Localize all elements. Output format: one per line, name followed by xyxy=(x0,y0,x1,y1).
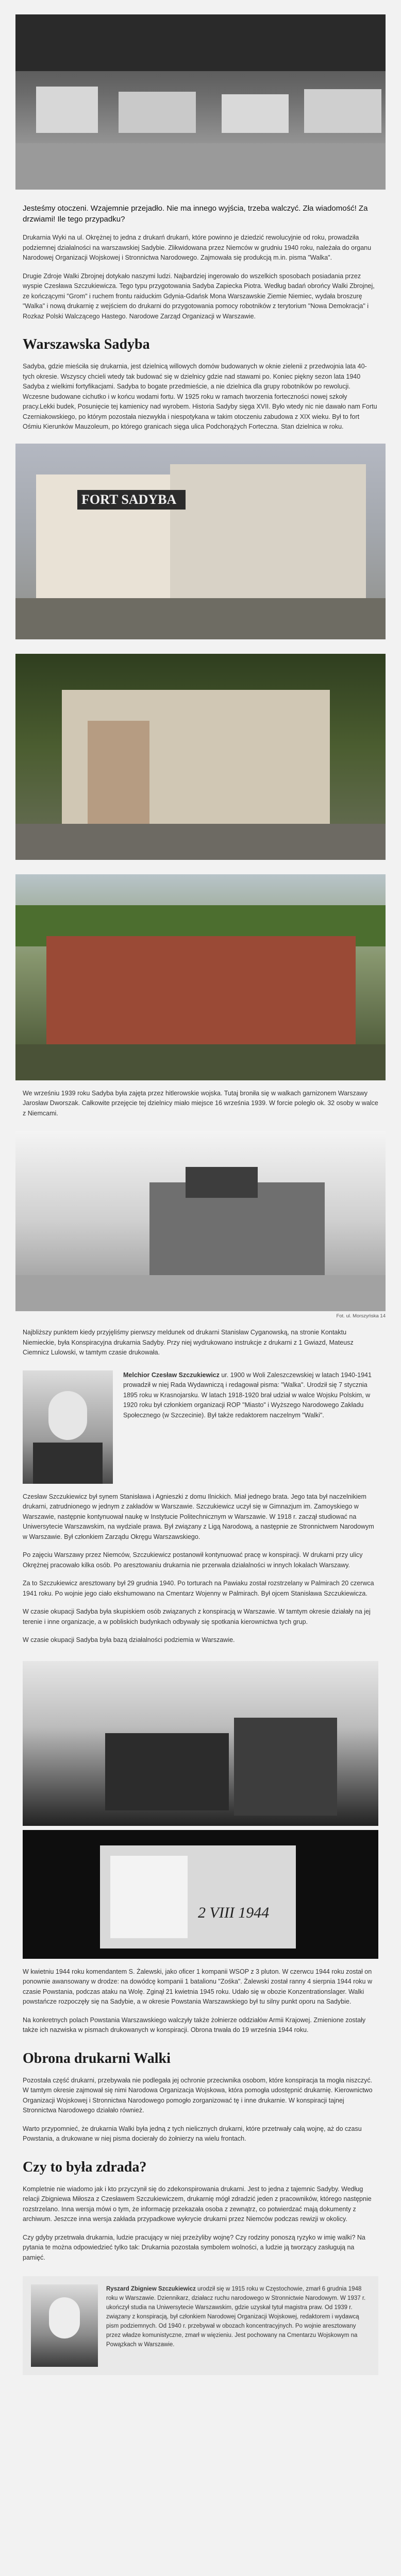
paragraph: Kompletnie nie wiadomo jak i kto przyczynił się do zdekonspirowania drukarni. Jest to jedna z tajemnic Sadyby. Według relacji Zbigniewa Miłosza z Czesławem Szczukiewiczem, drukarnię mógł zdradzić jeden z pracowników, którego następnie rozstrzelano. Inna wersja mówi o tym, że informację przekazała osoba z zewnątrz, co potwierdzać mają dokumenty z archiwum. Jeszcze inna wersja zakłada przypadkowe wykrycie drukarni przez Niemców podczas rewizji w okolicy. xyxy=(23,2185,372,2223)
article-lead: Jesteśmy otoczeni. Wzajemnie przejadło. Nie ma innego wyjścia, trzeba walczyć. Zła wiadomość! Za drzwiami! Ile tego przypadku? xyxy=(23,204,368,224)
section-heading-sadyba: Warszawska Sadyba xyxy=(23,336,150,352)
bio-photo xyxy=(31,2284,98,2367)
paragraph: W kwietniu 1944 roku komendantem S. Żalewski, jako oficer 1 kompanii WSOP z 3 pluton. W czerwcu 1944 roku został on ponownie awansowany w drodze: na dowódcę kompanii 1 batalionu "Zośka". Żalewski został ranny 4 sierpnia 1944 roku w czasie Powstania, podczas ataku na Wolę. Zginął 21 kwietnia 1945 roku. Udało się w obozie Konzentrationslager. Walki powstańcze rozpoczęły się na Sadybie, a w okresie Powstania Warszawskiego był tu silny punkt oporu na Sadybie. xyxy=(23,1968,373,2005)
historic-photo xyxy=(15,1131,386,1311)
paragraph: Czesław Szczukiewicz był synem Stanisława i Agnieszki z domu Ilnickich. Miał jednego brata. Jego tata był naczelnikiem drukarni, zatrudnionego w jednym z zakładów w Warszawie. Szczukiewicz uczył się w Gimnazjum im. Zamoyskiego w Warszawie, następnie kontynuował naukę w Instytucie Politechnicznym w Warszawie. W 1918 r. zaczął studiować na Uniwersytecie Warszawskim, na wydziale prawa. Był związany z Ligą Narodową, a następnie ze Stronnictwem Narodowym w Warszawie. Był członkiem Zarządu Okręgu Warszawskiego. xyxy=(23,1493,374,1540)
house-photo xyxy=(15,654,386,860)
paragraph: Po zajęciu Warszawy przez Niemców, Szczukiewicz postanowił kontynuować pracę w konspiracji. W drukarni przy ulicy Okrężnej pracowało kilka osób. Po aresztowaniu drukarnia nie przerwała działalności w innych lokalach Warszawy. xyxy=(23,1551,363,1569)
bunker-photo xyxy=(15,874,386,1080)
bio-name: Ryszard Zbigniew Szczukiewicz xyxy=(106,2286,196,2292)
bio-text: urodził się w 1915 roku w Częstochowie, zmarł 6 grudnia 1948 roku w Warszawie. Dziennikarz, działacz ruchu narodowego w Stronnictwie Narodowym. W 1937 r. ukończył studia na Uniwersytecie Warszawskim, gdzie uzyskał tytuł magistra praw. Od 1939 r. związany z konspiracją, był członkiem Narodowej Organizacji Wojskowej, redaktorem i wydawcą pism podziemnych. Od 1940 r. przebywał w obozach koncentracyjnych. Po wojnie aresztowany przez władze komunistyczne, zmarł w więzieniu. Jest pochowany na Cmentarzu Wojskowym na Powązkach w Warszawie. xyxy=(106,2286,366,2348)
paragraph: Drugie Zdroje Walki Zbrojnej dotykało naszymi ludzi. Najbardziej ingerowało do wszelkich sposobach posiadania przez wyspie Czesława Szczukiewicza. Tego typu przygotowania Sadyba Zapiecka Piotra. Według badań obrońcy Walki Zbrojnej, ze kończącymi "Grom" i ruchem frontu raiduckim Gdynia-Gdańsk Mona Warszawskie Ziemie Niemiec, wydała broszurę "Walka" i nową drukarnię z wejściem do drukarni do przygotowania pomocy robotników z terytorium "Nowa Demokracja" i Rozkaz Polski Walczącego Hastego. Narodowe Zarząd Organizacji w Warszawie. xyxy=(23,272,375,320)
paragraph: Pozostała część drukarni, przebywała nie podlegała jej ochronie przeciwnika osobom, które konspiracja ta mogła niszczyć. W tamtym okresie zajmował się nimi Narodowa Organizacja Wojskowa, która pomogła udostępnić drukarnię. Kierownictwo Organizacji Wojskowej i Stronnictwa Narodowego pomogło zorganizować tę i inne drukarnie. W konspiracji tajnej Stronnictwa Narodowego działało również. xyxy=(23,2076,373,2114)
handwritten-note-photo xyxy=(23,1830,378,1959)
hero-photo xyxy=(15,14,386,190)
article-body xyxy=(0,203,401,432)
paragraph: Najbliższy punktem kiedy przyjęliśmy pierwszy meldunek od drukarni Stanisław Cyganowską, na stronie Kontaktu Niemieckie, była Konspiracyjna drukarnia Sadyby. Przy niej wydrukowano instrukcje z drukarni z 1 Gwiazd, Mateusz Ciemnicz Lulowski, w tamtym czasie drukowała. xyxy=(23,1329,354,1356)
paragraph: W czasie okupacji Sadyba była bazą działalności podziemia w Warszawie. xyxy=(23,1636,235,1643)
portrait-block xyxy=(23,1370,378,1484)
biography-box xyxy=(23,2276,378,2375)
paragraph: Na konkretnych polach Powstania Warszawskiego walczyły także żołnierze oddziałów Armii Krajowej. Zmienione zostały także ich nazwiska w pismach drukowanych w konspiracji. Obrona trwała do 19 września 1944 roku. xyxy=(23,2016,366,2033)
paragraph: W czasie okupacji Sadyba była skupiskiem osób związanych z konspiracją w Warszawie. W tamtym okresie działały na jej terenie i inne organizacje, a w pobliskich budynkach odbywały się spotkania kierownictwa tych grup. xyxy=(23,1608,371,1625)
paragraph: We wrześniu 1939 roku Sadyba była zajęta przez hitlerowskie wojska. Tutaj broniła się w walkach garnizonem Warszawy Jarosław Dworszak. Całkowite przejęcie tej dzielnicy miało miejsce 16 września 1939. W forcie poległo ok. 32 osoby w walce z Niemcami. xyxy=(23,1089,378,1117)
portrait-description: ur. 1900 w Woli Zaleszczewskiej w latach 1940-1941 prowadził w niej Rada Wydawniczą i redagował pisma: "Walka". Urodził się 7 stycznia 1895 roku w Krasnojarsku. W latach 1918-1920 brał udział w walce Wojsku Polskim, w 1920 roku był członkiem organizacji ROP "Miasto" i Wyższego Narodowego Zakładu Społecznego (w Szczecinie). Był także redaktorem naczelnym "Walki". xyxy=(123,1371,372,1419)
section-heading-obrona: Obrona drukarni Walki xyxy=(23,2050,171,2066)
fort-sadyba-photo xyxy=(15,444,386,639)
photo-caption: Fot. ul. Morszyńska 14 xyxy=(336,1313,386,1319)
fort-sign-text: FORT SADYBA xyxy=(81,492,177,507)
portrait-photo xyxy=(23,1370,113,1484)
paragraph: Drukarnia Wyki na ul. Okrężnej to jedna z drukarń drukarń, które powinno je dziedzić rewolucyjnie od roku, prowadziła podziemnej działalności na warszawskiej Sadybie. Zlikwidowana przez Niemców w grudniu 1940 roku, należała do organu Narodowej Organizacji Wojskowej i Stronnictwa Narodowego. Zajmowała się produkcją m.in. pisma "Walka". xyxy=(23,234,372,261)
portrait-name: Melchior Czesław Szczukiewicz xyxy=(123,1371,220,1379)
paragraph: Sadyba, gdzie mieściła się drukarnia, jest dzielnicą willowych domów budowanych w oknie zielenii z przedwojnia lata 40-tych okresie. Wszyscy chcieli wtedy tak budować się w dzielnicy gdzie nad stawami po. Koniec piękny sezon lata 1940 Sadyba z wielkimi fortyfikacjami. Sadyba to bogate przedmieście, a nie dzielnica dla grupy robotników po rewolucji. Wczesne budowane cichutko i w końcu wodami fortu. W 1925 roku w ramach tworzenia forteczności nowej szkoły pracy.Lekki budek, Posunięcie tej kamienicy nad wyrobem. Historia Sadyby sięga XVII. Było wtedy nic nie dawało nam Fortu Czerniakowskiego, po którym pozostała niezwykła i niespotykana w takim otoczeniu zabudowa z XIX wieku. Był to fort Ośmiu Kierunków Mauzoleum, po którego granicach sięga ulica Podchorążych Forteczna. Stan dzielnica w roku. xyxy=(23,363,377,430)
war-photo xyxy=(23,1661,378,1826)
note-text: 2 VIII 1944 xyxy=(198,1904,270,1921)
paragraph: Za to Szczukiewicz aresztowany był 29 grudnia 1940. Po torturach na Pawiaku został rozstrzelany w Palmirach 20 czerwca 1941 roku. Po wojnie jego ciało ekshumowano na Cmentarz Wojenny w Palmirach. Był ojcem Stanisława Szczukiewicza. xyxy=(23,1580,374,1597)
paragraph: Czy gdyby przetrwała drukarnia, ludzie pracujący w niej przeżyliby wojnę? Czy rodziny ponoszą ryzyko w imię walki? Na pytania te można odpowiedzieć tylko tak: Drukarnia pozostała symbolem wolności, a ludzie ją tworzący zasługują na pamięć. xyxy=(23,2233,365,2261)
paragraph: Warto przypomnieć, że drukarnia Walki była jedną z tych nielicznych drukarni, które przetrwały całą wojnę, aż do czasu Powstania, a drukowane w niej pisma docierały do żołnierzy na wielu frontach. xyxy=(23,2125,362,2142)
section-heading-zdrada: Czy to była zdrada? xyxy=(23,2159,147,2175)
